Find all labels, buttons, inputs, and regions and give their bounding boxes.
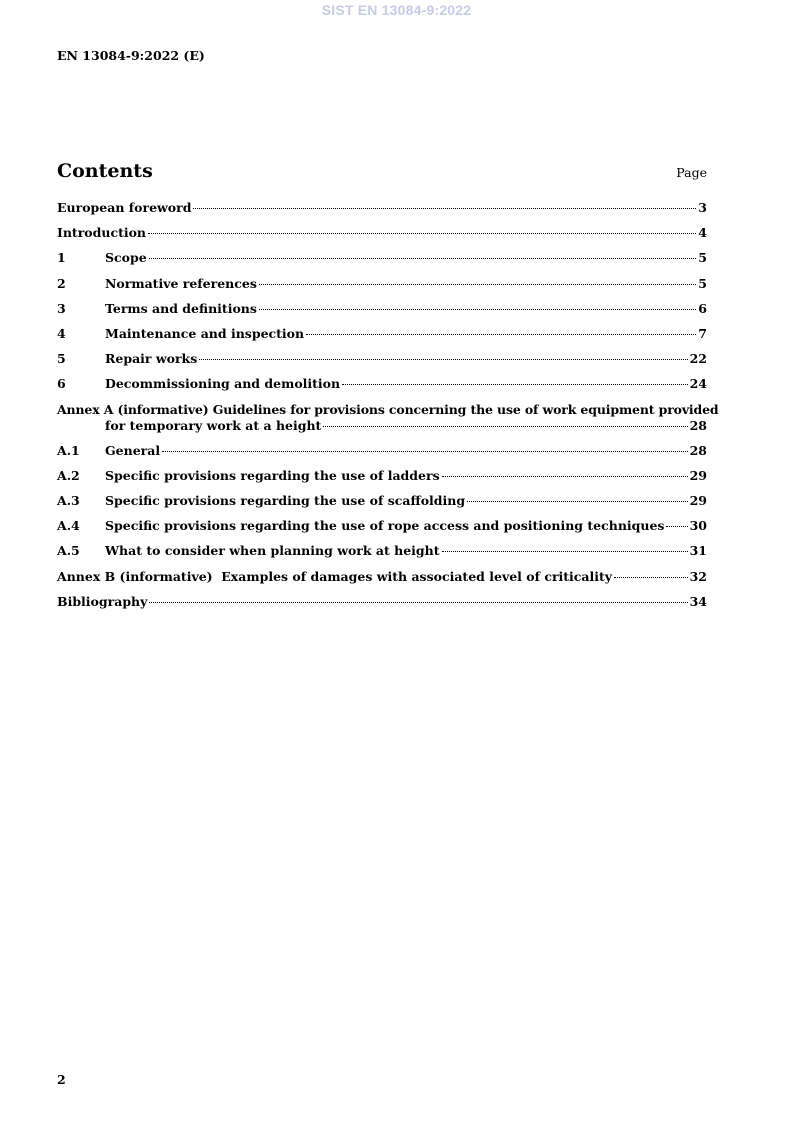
toc-entry-normative-references[interactable] bbox=[57, 276, 707, 292]
toc-number: A.1 bbox=[57, 442, 80, 458]
toc-number: 6 bbox=[57, 376, 66, 392]
toc-entry-maintenance-and-inspection[interactable] bbox=[57, 326, 707, 342]
toc-label: Annex A (informative) Guidelines for provisions concerning the use of work equipment provided bbox=[57, 401, 719, 417]
toc-label: Repair works bbox=[105, 351, 198, 367]
toc-leader bbox=[442, 476, 688, 477]
toc-number: 4 bbox=[57, 325, 66, 341]
toc-leader bbox=[149, 602, 687, 603]
toc-entry-a3-scaffolding[interactable] bbox=[57, 493, 707, 509]
toc-leader bbox=[306, 334, 696, 335]
toc-leader bbox=[442, 551, 688, 552]
toc-entry-terms-and-definitions[interactable] bbox=[57, 301, 707, 317]
toc-entry-a4-rope-access[interactable] bbox=[57, 518, 707, 534]
toc-entry-introduction[interactable] bbox=[57, 225, 707, 241]
toc-page: 29 bbox=[689, 467, 707, 483]
toc-entry-european-foreword[interactable] bbox=[57, 200, 707, 216]
toc-number: 1 bbox=[57, 250, 66, 266]
toc-page: 28 bbox=[689, 417, 707, 433]
contents-heading bbox=[57, 158, 707, 184]
contents-title: Contents bbox=[57, 160, 153, 182]
toc-leader bbox=[149, 258, 697, 259]
toc-entry-annex-a[interactable] bbox=[57, 401, 719, 434]
toc-leader bbox=[666, 526, 687, 527]
toc-leader bbox=[199, 359, 687, 360]
toc-label: Specific provisions regarding the use of scaffolding bbox=[105, 493, 466, 509]
toc-entry-bibliography[interactable] bbox=[57, 594, 707, 610]
toc-number: 5 bbox=[57, 351, 66, 367]
toc-label: What to consider when planning work at height bbox=[105, 543, 440, 559]
toc-page: 5 bbox=[698, 250, 707, 266]
watermark: SIST EN 13084-9:2022 bbox=[321, 2, 472, 18]
toc-leader bbox=[193, 208, 696, 209]
toc-entry-scope[interactable] bbox=[57, 250, 707, 266]
toc-page: 31 bbox=[689, 543, 707, 559]
toc-label: Maintenance and inspection bbox=[105, 325, 305, 341]
toc-label: Terms and definitions bbox=[105, 300, 257, 316]
toc-number: 3 bbox=[57, 300, 66, 316]
toc-number: A.3 bbox=[57, 493, 80, 509]
toc-label: Introduction bbox=[57, 225, 147, 241]
toc-entry-a2-ladders[interactable] bbox=[57, 468, 707, 484]
page-column-label: Page bbox=[676, 165, 707, 180]
toc-entry-annex-b[interactable] bbox=[57, 569, 707, 585]
toc-page: 28 bbox=[689, 442, 707, 458]
toc-label: General bbox=[105, 442, 161, 458]
toc-page: 34 bbox=[689, 593, 707, 609]
toc-label: Scope bbox=[105, 250, 147, 266]
toc-label-continued: for temporary work at a height bbox=[105, 417, 322, 433]
toc-page: 32 bbox=[689, 568, 707, 584]
toc-page: 22 bbox=[689, 351, 707, 367]
toc-page: 29 bbox=[689, 493, 707, 509]
toc-number: A.4 bbox=[57, 518, 80, 534]
toc-entry-a1-general[interactable] bbox=[57, 443, 707, 459]
toc-page: 30 bbox=[689, 518, 707, 534]
page-number: 2 bbox=[57, 1072, 66, 1087]
toc-label: Decommissioning and demolition bbox=[105, 376, 341, 392]
toc-page: 24 bbox=[689, 376, 707, 392]
toc-leader bbox=[259, 309, 696, 310]
toc-leader bbox=[162, 451, 687, 452]
toc-page: 5 bbox=[698, 275, 707, 291]
toc-number: 2 bbox=[57, 275, 66, 291]
toc-leader bbox=[614, 577, 688, 578]
toc-label: Bibliography bbox=[57, 593, 148, 609]
toc-page: 3 bbox=[698, 200, 707, 215]
toc-label: Specific provisions regarding the use of rope access and positioning techniques bbox=[105, 518, 665, 534]
toc-leader bbox=[259, 284, 696, 285]
toc-page: 6 bbox=[698, 300, 707, 316]
table-of-contents bbox=[57, 200, 719, 619]
toc-leader bbox=[323, 426, 687, 427]
toc-entry-a5-planning-work-at-height[interactable] bbox=[57, 543, 707, 559]
toc-page: 4 bbox=[698, 225, 707, 241]
toc-number: A.5 bbox=[57, 543, 80, 559]
toc-entry-repair-works[interactable] bbox=[57, 351, 707, 367]
toc-leader bbox=[467, 501, 687, 502]
toc-leader bbox=[342, 384, 687, 385]
document-id-header: EN 13084-9:2022 (E) bbox=[57, 48, 205, 63]
toc-leader bbox=[148, 233, 696, 234]
toc-entry-decommissioning-and-demolition[interactable] bbox=[57, 376, 707, 392]
toc-label: Normative references bbox=[105, 275, 257, 291]
toc-label: Specific provisions regarding the use of ladders bbox=[105, 467, 440, 483]
toc-label: Annex B (informative) Examples of damages with associated level of criticality bbox=[57, 568, 613, 584]
toc-label: European foreword bbox=[57, 200, 192, 215]
toc-number: A.2 bbox=[57, 467, 80, 483]
toc-page: 7 bbox=[698, 325, 707, 341]
